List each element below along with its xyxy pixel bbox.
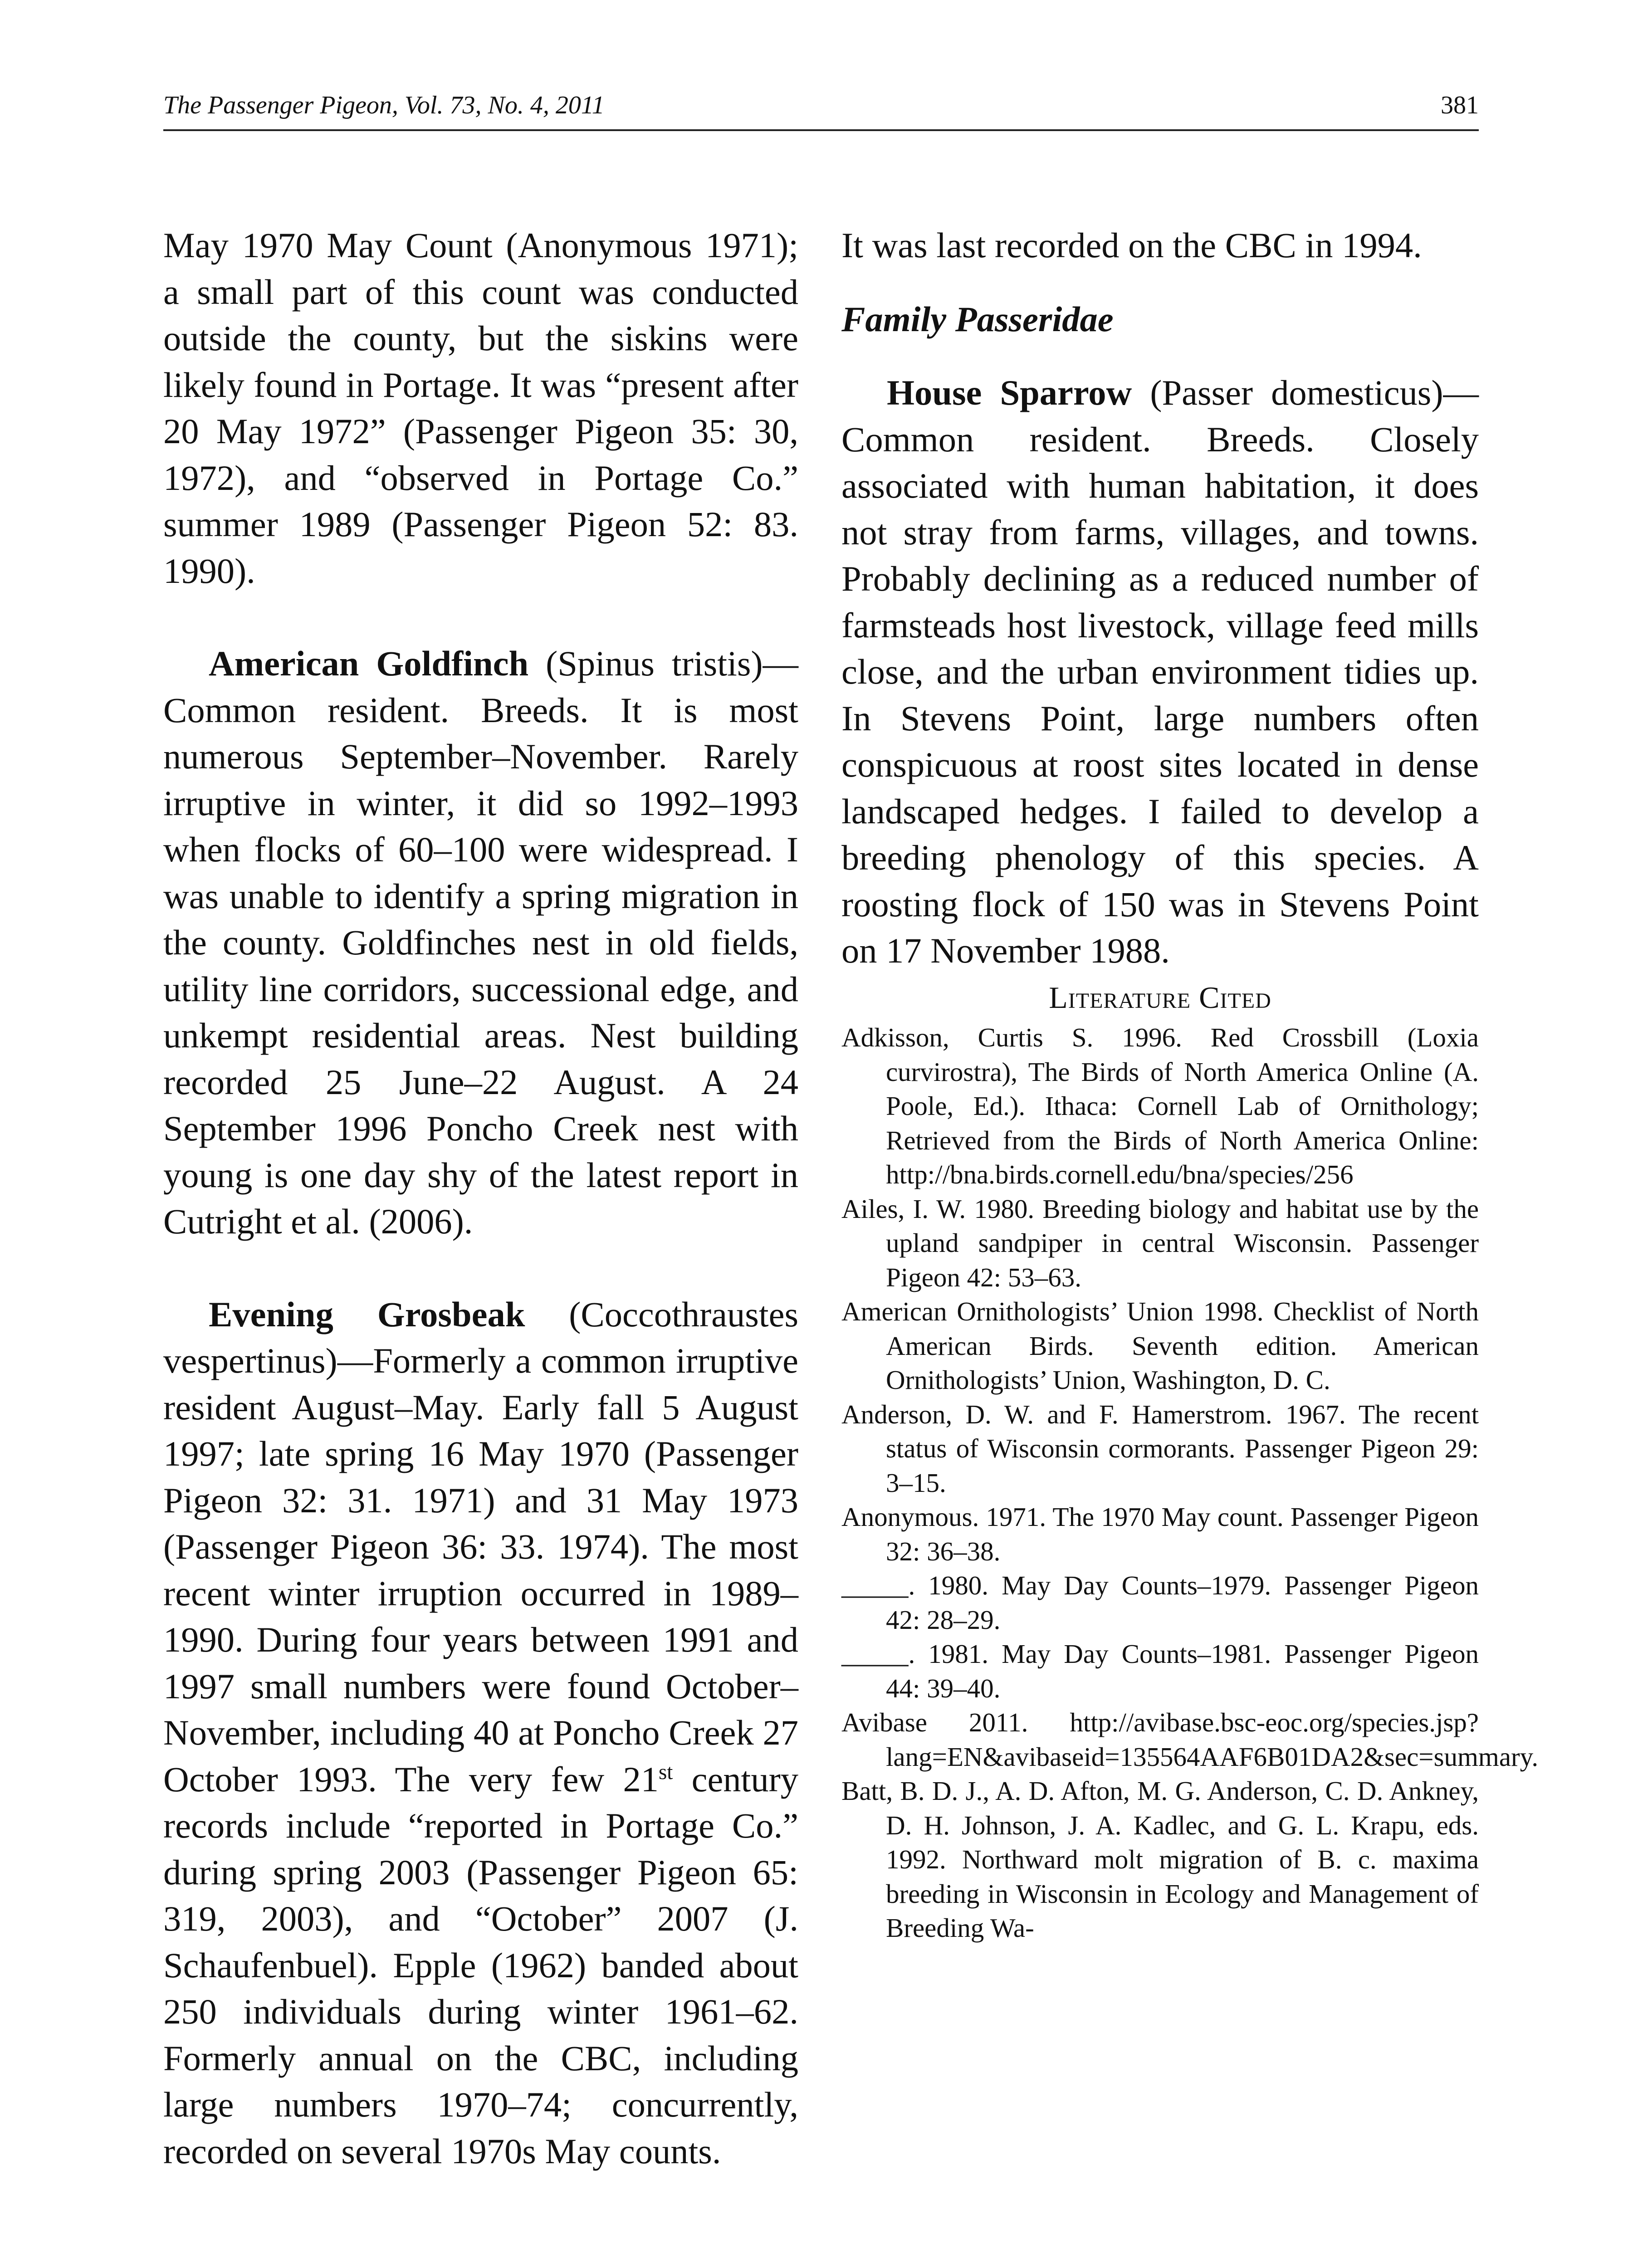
- reference-item: Anonymous. 1971. The 1970 May count. Passenger Pigeon 32: 36–38.: [841, 1502, 1479, 1566]
- scientific-name: (Spinus tristis): [546, 644, 763, 683]
- reference-item: Adkisson, Curtis S. 1996. Red Crossbill (Loxia curvirostra), The Birds of North America Online (A. Poole, Ed.). Ithaca: Cornell Lab of Ornithology; Retrieved from the Birds of North America Online: http://bna.birds.cornell.edu/bna/species/256: [841, 1022, 1479, 1189]
- reference-item: Anderson, D. W. and F. Hamerstrom. 1967. The recent status of Wisconsin cormorants. Passenger Pigeon 29: 3–15.: [841, 1399, 1479, 1498]
- reference-item: American Ornithologists’ Union 1998. Checklist of North American Birds. Seventh edition. American Ornithologists’ Union, Washington, D. C.: [841, 1296, 1479, 1395]
- reference-item: Avibase 2011. http://avibase.bsc-eoc.org/species.jsp?lang=EN&avibaseid=135564AAF6B01DA2&sec=summary.: [841, 1707, 1539, 1772]
- species-account-sparrow: [841, 370, 1479, 974]
- superscript: st: [658, 1760, 673, 1784]
- continuation-paragraph: May 1970 May Count (Anonymous 1971); a small part of this count was conducted outside the county, but the siskins were likely found in Portage. It was “present after 20 May 1972” (Passenger Pigeon 35: 30, 1972), and “observed in Portage Co.” summer 1989 (Passenger Pigeon 52: 83. 1990).: [163, 225, 798, 591]
- reference-item: _____. 1980. May Day Counts–1979. Passenger Pigeon 42: 28–29.: [841, 1570, 1479, 1635]
- left-column: [163, 222, 798, 2175]
- family-heading: Family Passeridae: [841, 299, 1114, 339]
- species-text-continued: century records include “reported in Portage Co.” during spring 2003 (Passenger Pigeon 65: 319, 2003), and “October” 2007 (J. Schaufenbuel). Epple (1962) banded about 250 individuals during winter 1961–62. Formerly annual on the CBC, including large numbers 1970–74; concurrently, recorded on several 1970s May counts.: [163, 1759, 799, 2171]
- continuation-text: It was last recorded on the CBC in 1994.: [841, 225, 1422, 265]
- right-column: [841, 222, 1539, 1945]
- species-text: —Common resident. Breeds. Closely associated with human habitation, it does not stray from farms, villages, and towns. Probably declining as a reduced number of farmsteads host livestock, village feed mills close, and the urban environment tidies up. In Stevens Point, large numbers often conspicuous at roost sites located in dense landscaped hedges. I failed to develop a breeding phenology of this species. A roosting flock of 150 was in Stevens Point on 17 November 1988.: [841, 373, 1479, 970]
- reference-item: _____. 1981. May Day Counts–1981. Passenger Pigeon 44: 39–40.: [841, 1639, 1479, 1703]
- journal-title: The Passenger Pigeon, Vol. 73, No. 4, 2011: [163, 91, 605, 119]
- reference-item: Batt, B. D. J., A. D. Afton, M. G. Anderson, C. D. Ankney, D. H. Johnson, J. A. Kadlec, and G. L. Krapu, eds. 1992. Northward molt migration of B. c. maxima breeding in Wisconsin in Ecology and Management of Breeding Wa-: [841, 1776, 1479, 1943]
- scientific-name: (Passer domesticus): [1150, 373, 1443, 412]
- page-number: 381: [1441, 91, 1479, 119]
- species-text: —Formerly a common irruptive resident August–May. Early fall 5 August 1997; late spring 16 May 1970 (Passenger Pigeon 32: 31. 1971) and 31 May 1973 (Passenger Pigeon 36: 33. 1974). The most recent winter irruption occurred in 1989–1990. During four years between 1991 and 1997 small numbers were found October–November, including 40 at Poncho Creek 27 October 1993. The very few 21: [163, 1341, 798, 1799]
- reference-list: [841, 1021, 1539, 1945]
- reference-item: Ailes, I. W. 1980. Breeding biology and habitat use by the upland sandpiper in central Wisconsin. Passenger Pigeon 42: 53–63.: [841, 1193, 1479, 1292]
- literature-cited-heading: Literature Cited: [1049, 980, 1271, 1015]
- running-header: [163, 88, 1479, 131]
- species-name: American Goldfinch: [209, 644, 529, 683]
- scientific-name: (Coccothraustes vespertinus): [163, 1294, 798, 1380]
- species-text: —Common resident. Breeds. It is most numerous September–November. Rarely irruptive in winter, it did so 1992–1993 when flocks of 60–100 were widespread. I was unable to identify a spring migration in the county. Goldfinches nest in old fields, utility line corridors, successional edge, and unkempt residential areas. Nest building recorded 25 June–22 August. A 24 September 1996 Poncho Creek nest with young is one day shy of the latest report in Cutright et al. (2006).: [163, 644, 799, 1241]
- species-name: Evening Grosbeak: [209, 1294, 525, 1334]
- species-name: House Sparrow: [887, 373, 1132, 412]
- species-account-goldfinch: [163, 640, 798, 1245]
- species-account-grosbeak: [163, 1291, 798, 2175]
